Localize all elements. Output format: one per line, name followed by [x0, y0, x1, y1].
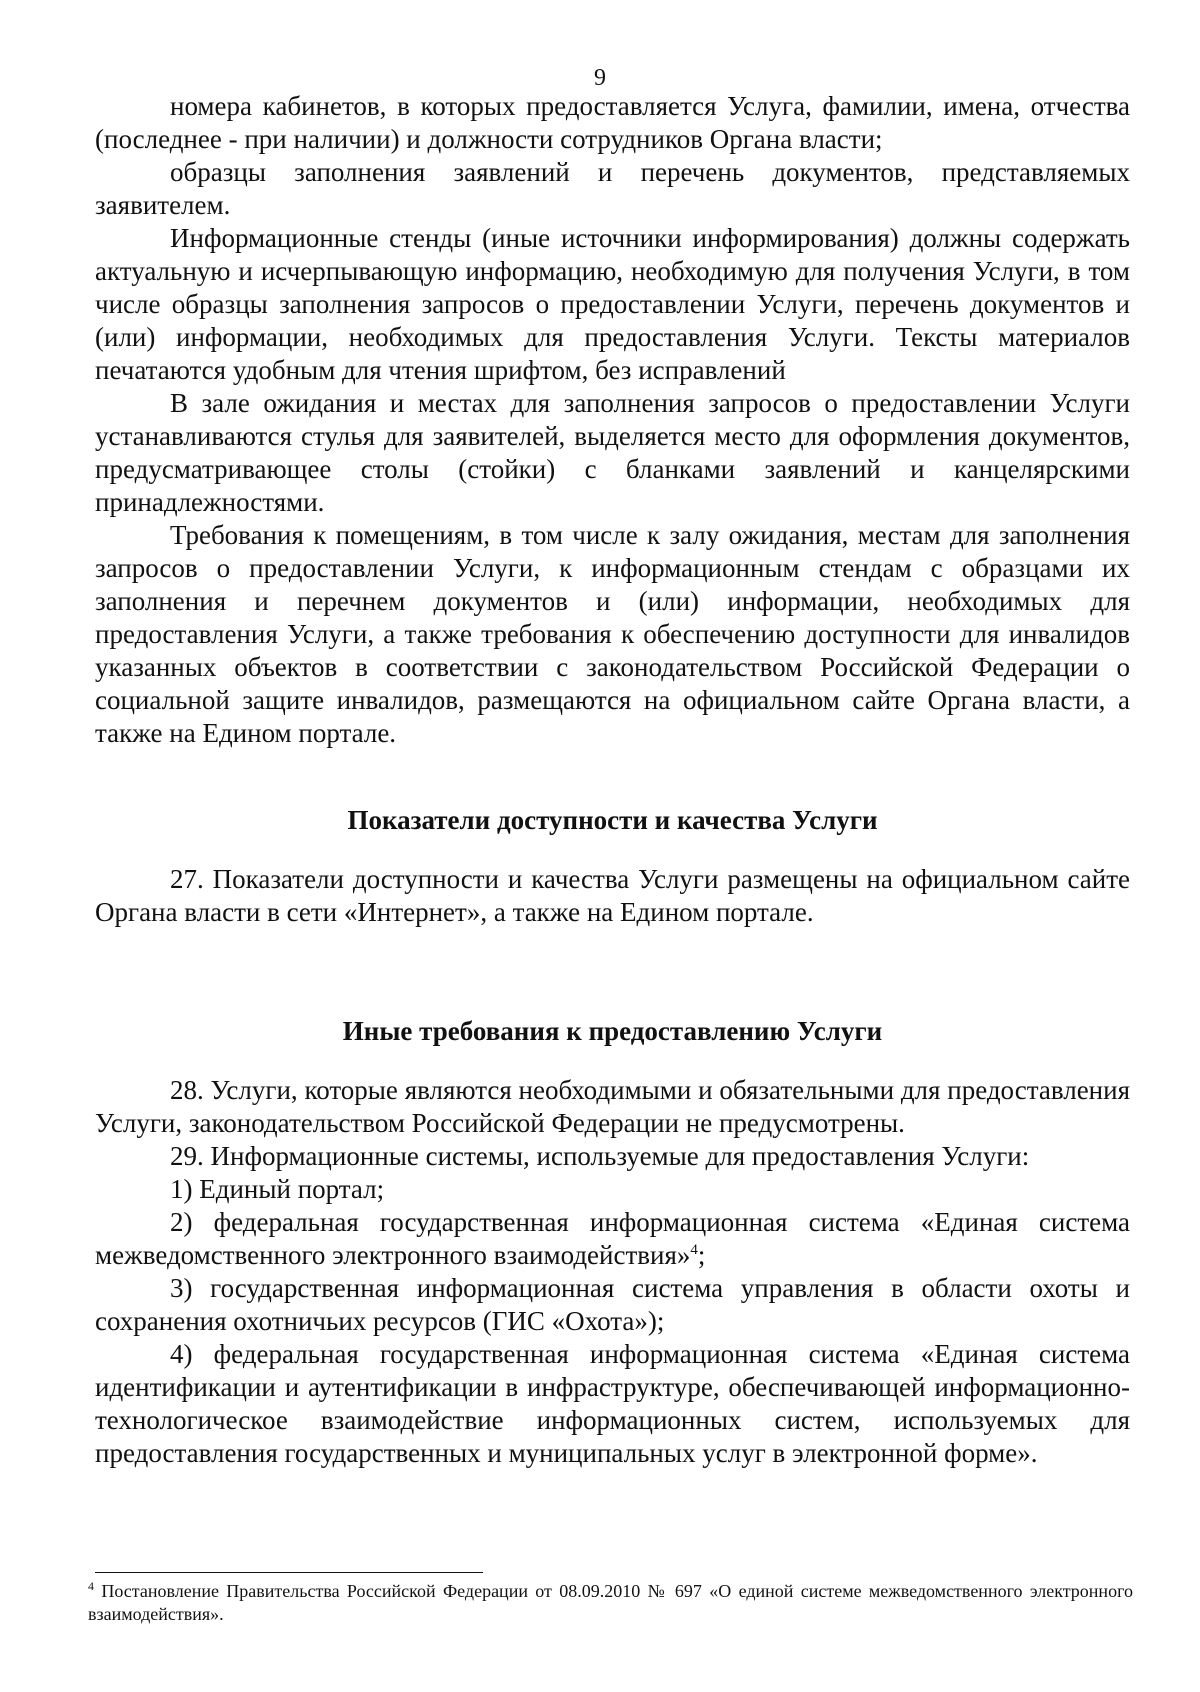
paragraph-room-numbers: номера кабинетов, в которых предоставляется Услуга, фамилии, имена, отчества (последнее - при наличии) и должности сотрудников Органа власти; [95, 91, 1130, 154]
footnote-mark: 4 [88, 1579, 94, 1593]
paragraph-28: 28. Услуги, которые являются необходимыми и обязательными для предоставления Услуги, законодательством Российской Федерации не предусмотрены. [95, 1075, 1130, 1138]
section-heading-other-requirements: Иные требования к предоставлению Услуги [342, 1016, 883, 1046]
paragraph-waiting-room: В зале ожидания и местах для заполнения запросов о предоставлении Услуги устанавливаются стулья для заявителей, выделяется место для оформления документов, предусматривающее столы (стойки) с бланками заявлений и канцелярскими принадлежностями. [95, 388, 1130, 517]
paragraph-application-samples: образцы заполнения заявлений и перечень документов, представляемых заявителем. [95, 157, 1130, 220]
footnote-divider [95, 1572, 483, 1573]
footnote-reference[interactable]: 4 [690, 1242, 698, 1258]
paragraph-27: 27. Показатели доступности и качества Услуги размещены на официальном сайте Органа власти в сети «Интернет», а также на Едином портале. [95, 864, 1130, 927]
list-item-2-tail: ; [697, 1240, 706, 1270]
paragraph-premises-requirements: Требования к помещениям, в том числе к залу ожидания, местам для заполнения запросов о предоставлении Услуги, к информационным стендам с образцами их заполнения и перечнем документов и (или) информации, необходимых для предоставления Услуги, а также требования к обеспечению доступности для инвалидов указанных объектов в соответствии с законодательством Российской Федерации о социальной защите инвалидов, размещаются на официальном сайте Органа власти, а также на Едином портале. [95, 520, 1130, 748]
page-number: 9 [594, 65, 606, 91]
list-item-1: 1) Единый портал; [170, 1174, 385, 1204]
section-heading-accessibility: Показатели доступности и качества Услуги [347, 805, 878, 835]
paragraph-info-stands: Информационные стенды (иные источники информирования) должны содержать актуальную и исчерпывающую информацию, необходимую для получения Услуги, в том числе образцы заполнения запросов о предоставлении Услуги, перечень документов и (или) информации, необходимых для предоставления Услуги. Тексты материалов печатаются удобным для чтения шрифтом, без исправлений [95, 223, 1130, 385]
paragraph-29: 29. Информационные системы, используемые для предоставления Услуги: [170, 1141, 1030, 1171]
document-body [95, 90, 1130, 1470]
list-item-3: 3) государственная информационная система управления в области охоты и сохранения охотничьих ресурсов (ГИС «Охота»); [95, 1273, 1130, 1336]
footnote-text: Постановление Правительства Российской Федерации от 08.09.2010 № 697 «О единой системе межведомственного электронного взаимодействия». [88, 1581, 1134, 1624]
footnote [88, 1580, 1133, 1626]
list-item-2-text: 2) федеральная государственная информационная система «Единая система межведомственного электронного взаимодействия» [95, 1207, 1130, 1270]
list-item-2 [95, 1206, 1130, 1272]
list-item-4: 4) федеральная государственная информационная система «Единая система идентификации и аутентификации в инфраструктуре, обеспечивающей информационно-технологическое взаимодействие информационных систем, используемых для предоставления государственных и муниципальных услуг в электронной форме». [95, 1339, 1130, 1468]
